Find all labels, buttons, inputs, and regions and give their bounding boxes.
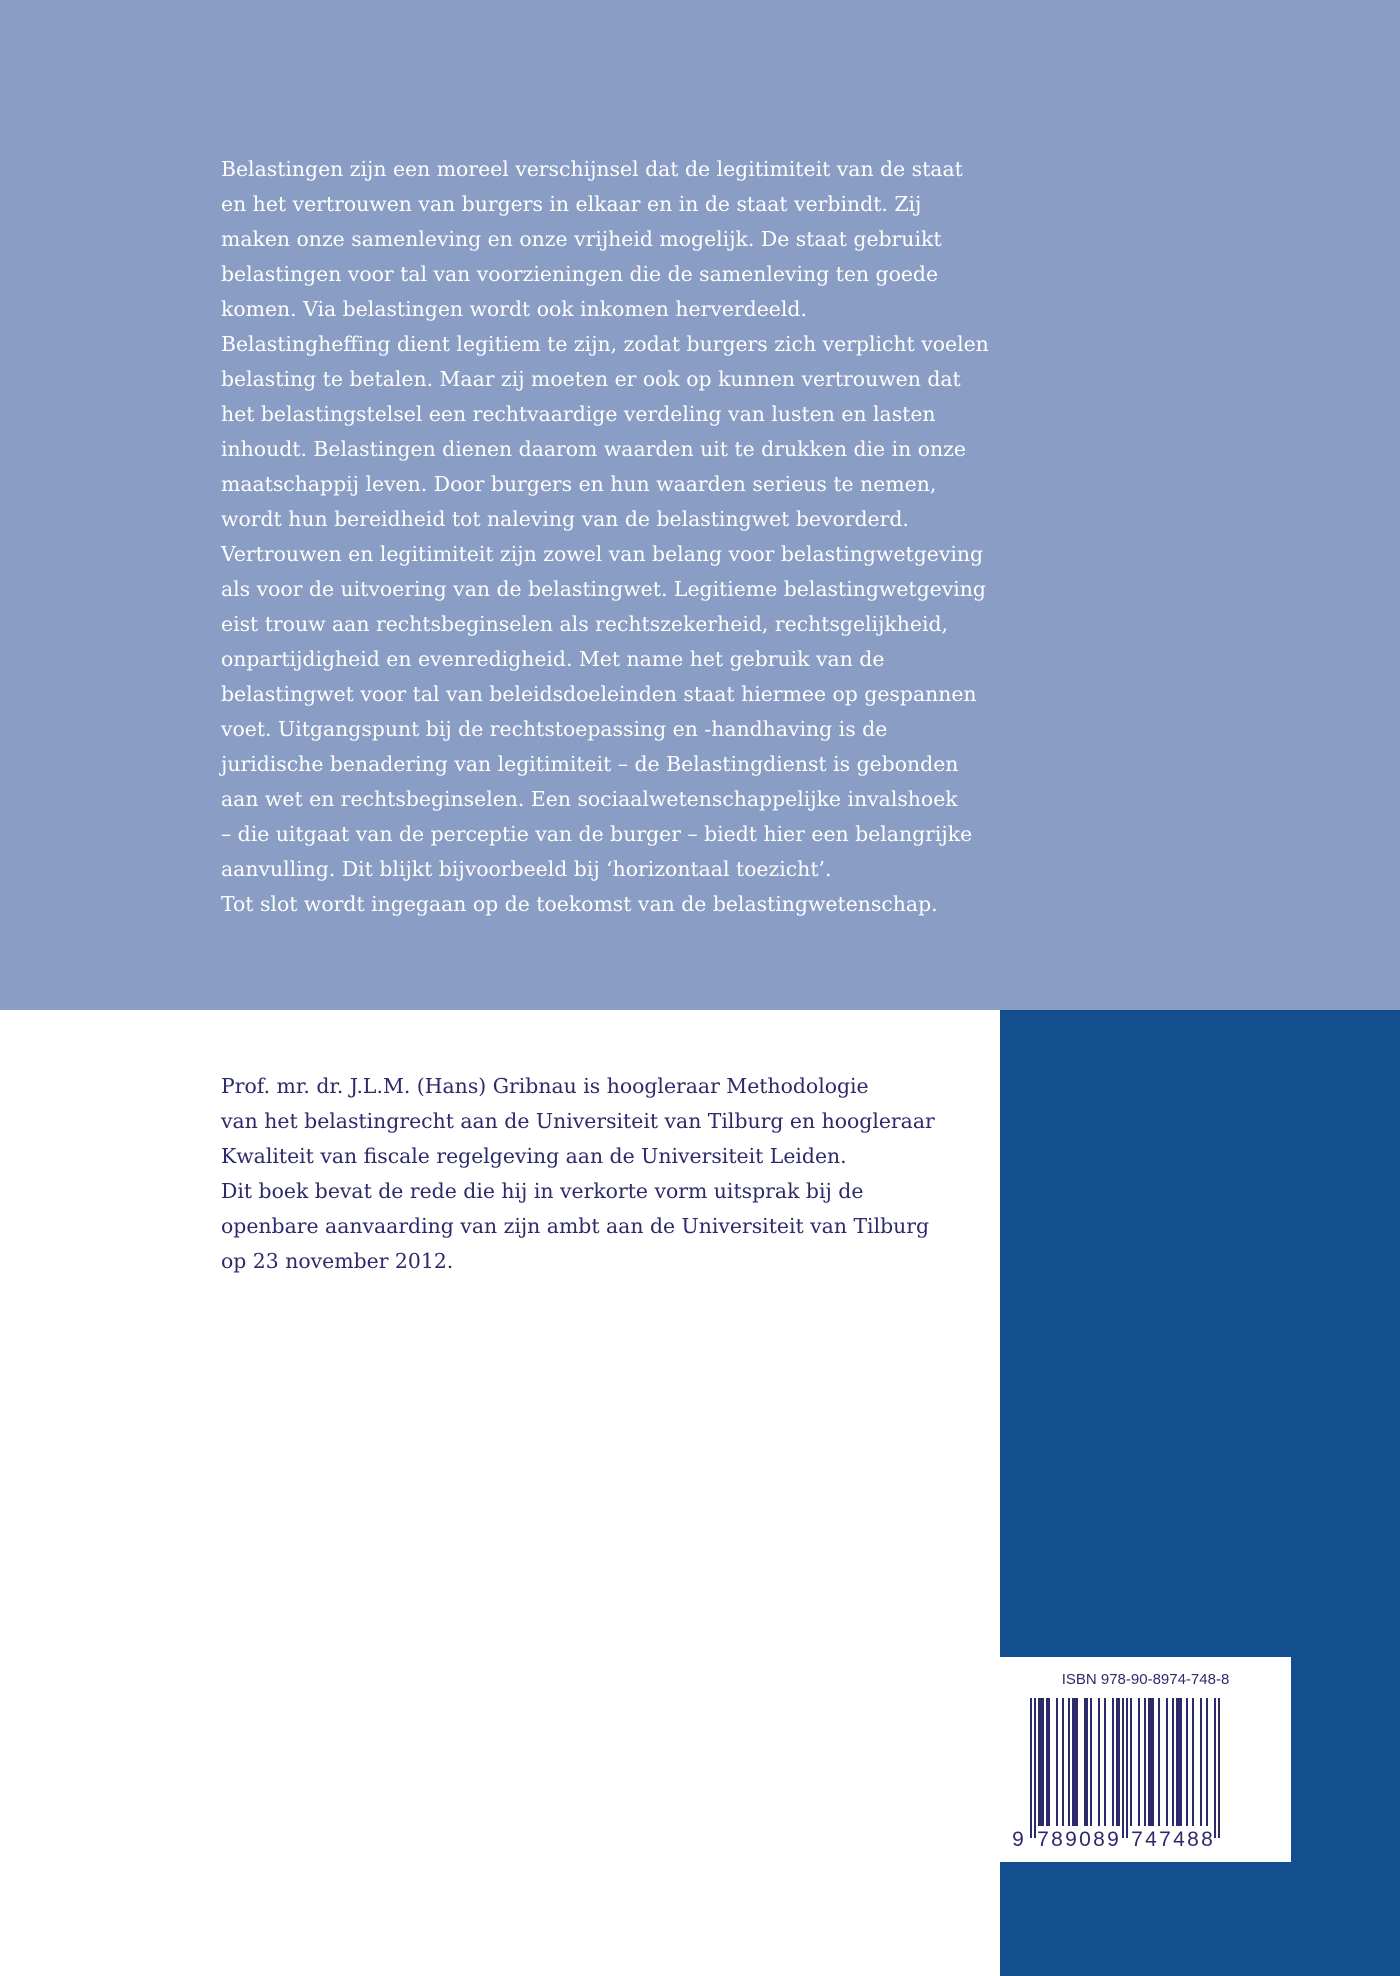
blurb-line: en het vertrouwen van burgers in elkaar en in de staat verbindt. Zij (221, 192, 922, 216)
barcode-bar (1200, 1698, 1202, 1826)
barcode-bar (1074, 1698, 1076, 1826)
barcode-bar (1172, 1698, 1174, 1826)
blurb-line: wordt hun bereidheid tot naleving van de belastingwet bevorderd. (221, 507, 909, 531)
barcode-bar (1118, 1698, 1120, 1826)
barcode-bar (1046, 1698, 1048, 1826)
barcode-bar (1178, 1698, 1180, 1826)
barcode-bar (1048, 1698, 1050, 1826)
barcode-digit: 8 (1187, 1828, 1199, 1851)
barcode-bar (1062, 1698, 1064, 1826)
barcode-bar (1086, 1698, 1088, 1826)
barcode-digit: 4 (1145, 1828, 1157, 1851)
barcode-bar (1126, 1698, 1128, 1838)
bio-line: op 23 november 2012. (221, 1249, 454, 1273)
barcode-digit: 9 (1065, 1828, 1077, 1851)
blurb-line: voet. Uitgangspunt bij de rechtstoepassing en -handhaving is de (221, 717, 888, 741)
barcode-bar (1104, 1698, 1106, 1826)
barcode-digit: 7 (1037, 1828, 1049, 1851)
bio-line: Kwaliteit van fiscale regelgeving aan de Universiteit Leiden. (221, 1144, 847, 1168)
blurb-line: aan wet en rechtsbeginselen. Een sociaalwetenschappelijke invalshoek (221, 787, 958, 811)
barcode-bar (1152, 1698, 1154, 1826)
barcode-bar (1030, 1698, 1032, 1838)
barcode-bar (1148, 1698, 1150, 1826)
barcode-bar (1072, 1698, 1074, 1826)
barcode-bar (1130, 1698, 1132, 1826)
blurb-line: – die uitgaat van de perceptie van de burger – biedt hier een belangrijke (221, 822, 973, 846)
barcode-bar (1090, 1698, 1092, 1826)
barcode-digit: 8 (1201, 1828, 1213, 1851)
blurb-line: eist trouw aan rechtsbeginselen als rechtszekerheid, rechtsgelijkheid, (221, 612, 949, 636)
barcode-bar (1122, 1698, 1124, 1838)
barcode-bar (1158, 1698, 1160, 1826)
barcode-bar (1180, 1698, 1182, 1826)
blurb-line: belasting te betalen. Maar zij moeten er ook op kunnen vertrouwen dat (221, 367, 961, 391)
barcode-digit: 8 (1051, 1828, 1063, 1851)
barcode-bar (1068, 1698, 1070, 1826)
blurb-line: als voor de uitvoering van de belastingwet. Legitieme belastingwetgeving (221, 577, 986, 601)
barcode-bar (1166, 1698, 1168, 1826)
barcode-bar (1112, 1698, 1114, 1826)
blurb-line: aanvulling. Dit blijkt bijvoorbeeld bij ‘horizontaal toezicht’. (221, 857, 832, 881)
barcode-bar (1218, 1698, 1220, 1838)
blurb-line: belastingen voor tal van voorzieningen die de samenleving ten goede (221, 262, 939, 286)
barcode-bar (1138, 1698, 1140, 1826)
blurb-line: Belastingen zijn een moreel verschijnsel dat de legitimiteit van de staat (221, 157, 963, 181)
blurb-line: maatschappij leven. Door burgers en hun waarden serieus te nemen, (221, 472, 937, 496)
blurb-line: Belastingheffing dient legitiem te zijn, zodat burgers zich verplicht voelen (221, 332, 989, 356)
blurb-line: maken onze samenleving en onze vrijheid mogelijk. De staat gebruikt (221, 227, 942, 251)
barcode-bar (1116, 1698, 1118, 1826)
blurb-line: juridische benadering van legitimiteit – de Belastingdienst is gebonden (221, 752, 959, 776)
barcode-bar (1038, 1698, 1040, 1826)
barcode-digit: 4 (1173, 1828, 1185, 1851)
author-bio (221, 1069, 981, 1279)
barcode-bar (1040, 1698, 1042, 1826)
barcode-bar (1144, 1698, 1146, 1826)
bio-line: openbare aanvaarding van zijn ambt aan de Universiteit van Tilburg (221, 1214, 930, 1238)
barcode-bar (1150, 1698, 1152, 1826)
barcode-bar (1192, 1698, 1194, 1826)
bio-line: Prof. mr. dr. J.L.M. (Hans) Gribnau is hoogleraar Methodologie (221, 1074, 869, 1098)
barcode-digit: 0 (1079, 1828, 1091, 1851)
barcode-bar (1056, 1698, 1058, 1826)
blurb-line: belastingwet voor tal van beleidsdoeleinden staat hiermee op gespannen (221, 682, 977, 706)
barcode-bar (1206, 1698, 1208, 1826)
blurb-line: Tot slot wordt ingegaan op de toekomst van de belastingwetenschap. (221, 892, 938, 916)
barcode-digit: 9 (1107, 1828, 1119, 1851)
barcode-digit: 7 (1131, 1828, 1143, 1851)
bio-line: van het belastingrecht aan de Universiteit van Tilburg en hoogleraar (221, 1109, 935, 1133)
barcode-digit: 7 (1159, 1828, 1171, 1851)
barcode-bar (1176, 1698, 1178, 1826)
ean13-barcode (1000, 1657, 1291, 1862)
blurb-line: het belastingstelsel een rechtvaardige verdeling van lusten en lasten (221, 402, 936, 426)
bio-line: Dit boek bevat de rede die hij in verkorte vorm uitsprak bij de (221, 1179, 864, 1203)
barcode-bar (1214, 1698, 1216, 1838)
barcode-bar (1186, 1698, 1188, 1826)
blurb-line: komen. Via belastingen wordt ook inkomen herverdeeld. (221, 297, 807, 321)
barcode-bar (1042, 1698, 1044, 1826)
barcode-bar (1034, 1698, 1036, 1838)
blurb-line: inhoudt. Belastingen dienen daarom waarden uit te drukken die in onze (221, 437, 966, 461)
barcode-bar (1076, 1698, 1078, 1826)
blurb-line: onpartijdigheid en evenredigheid. Met name het gebruik van de (221, 647, 885, 671)
barcode-digit: 8 (1093, 1828, 1105, 1851)
barcode-digit: 9 (1012, 1828, 1024, 1851)
barcode-bar (1098, 1698, 1100, 1826)
isbn-label: ISBN 978-90-8974-748-8 (1061, 1671, 1230, 1688)
barcode-bar (1084, 1698, 1086, 1826)
back-cover-blurb (221, 152, 989, 922)
barcode-box (1000, 1657, 1291, 1862)
blurb-line: Vertrouwen en legitimiteit zijn zowel van belang voor belastingwetgeving (221, 542, 984, 566)
